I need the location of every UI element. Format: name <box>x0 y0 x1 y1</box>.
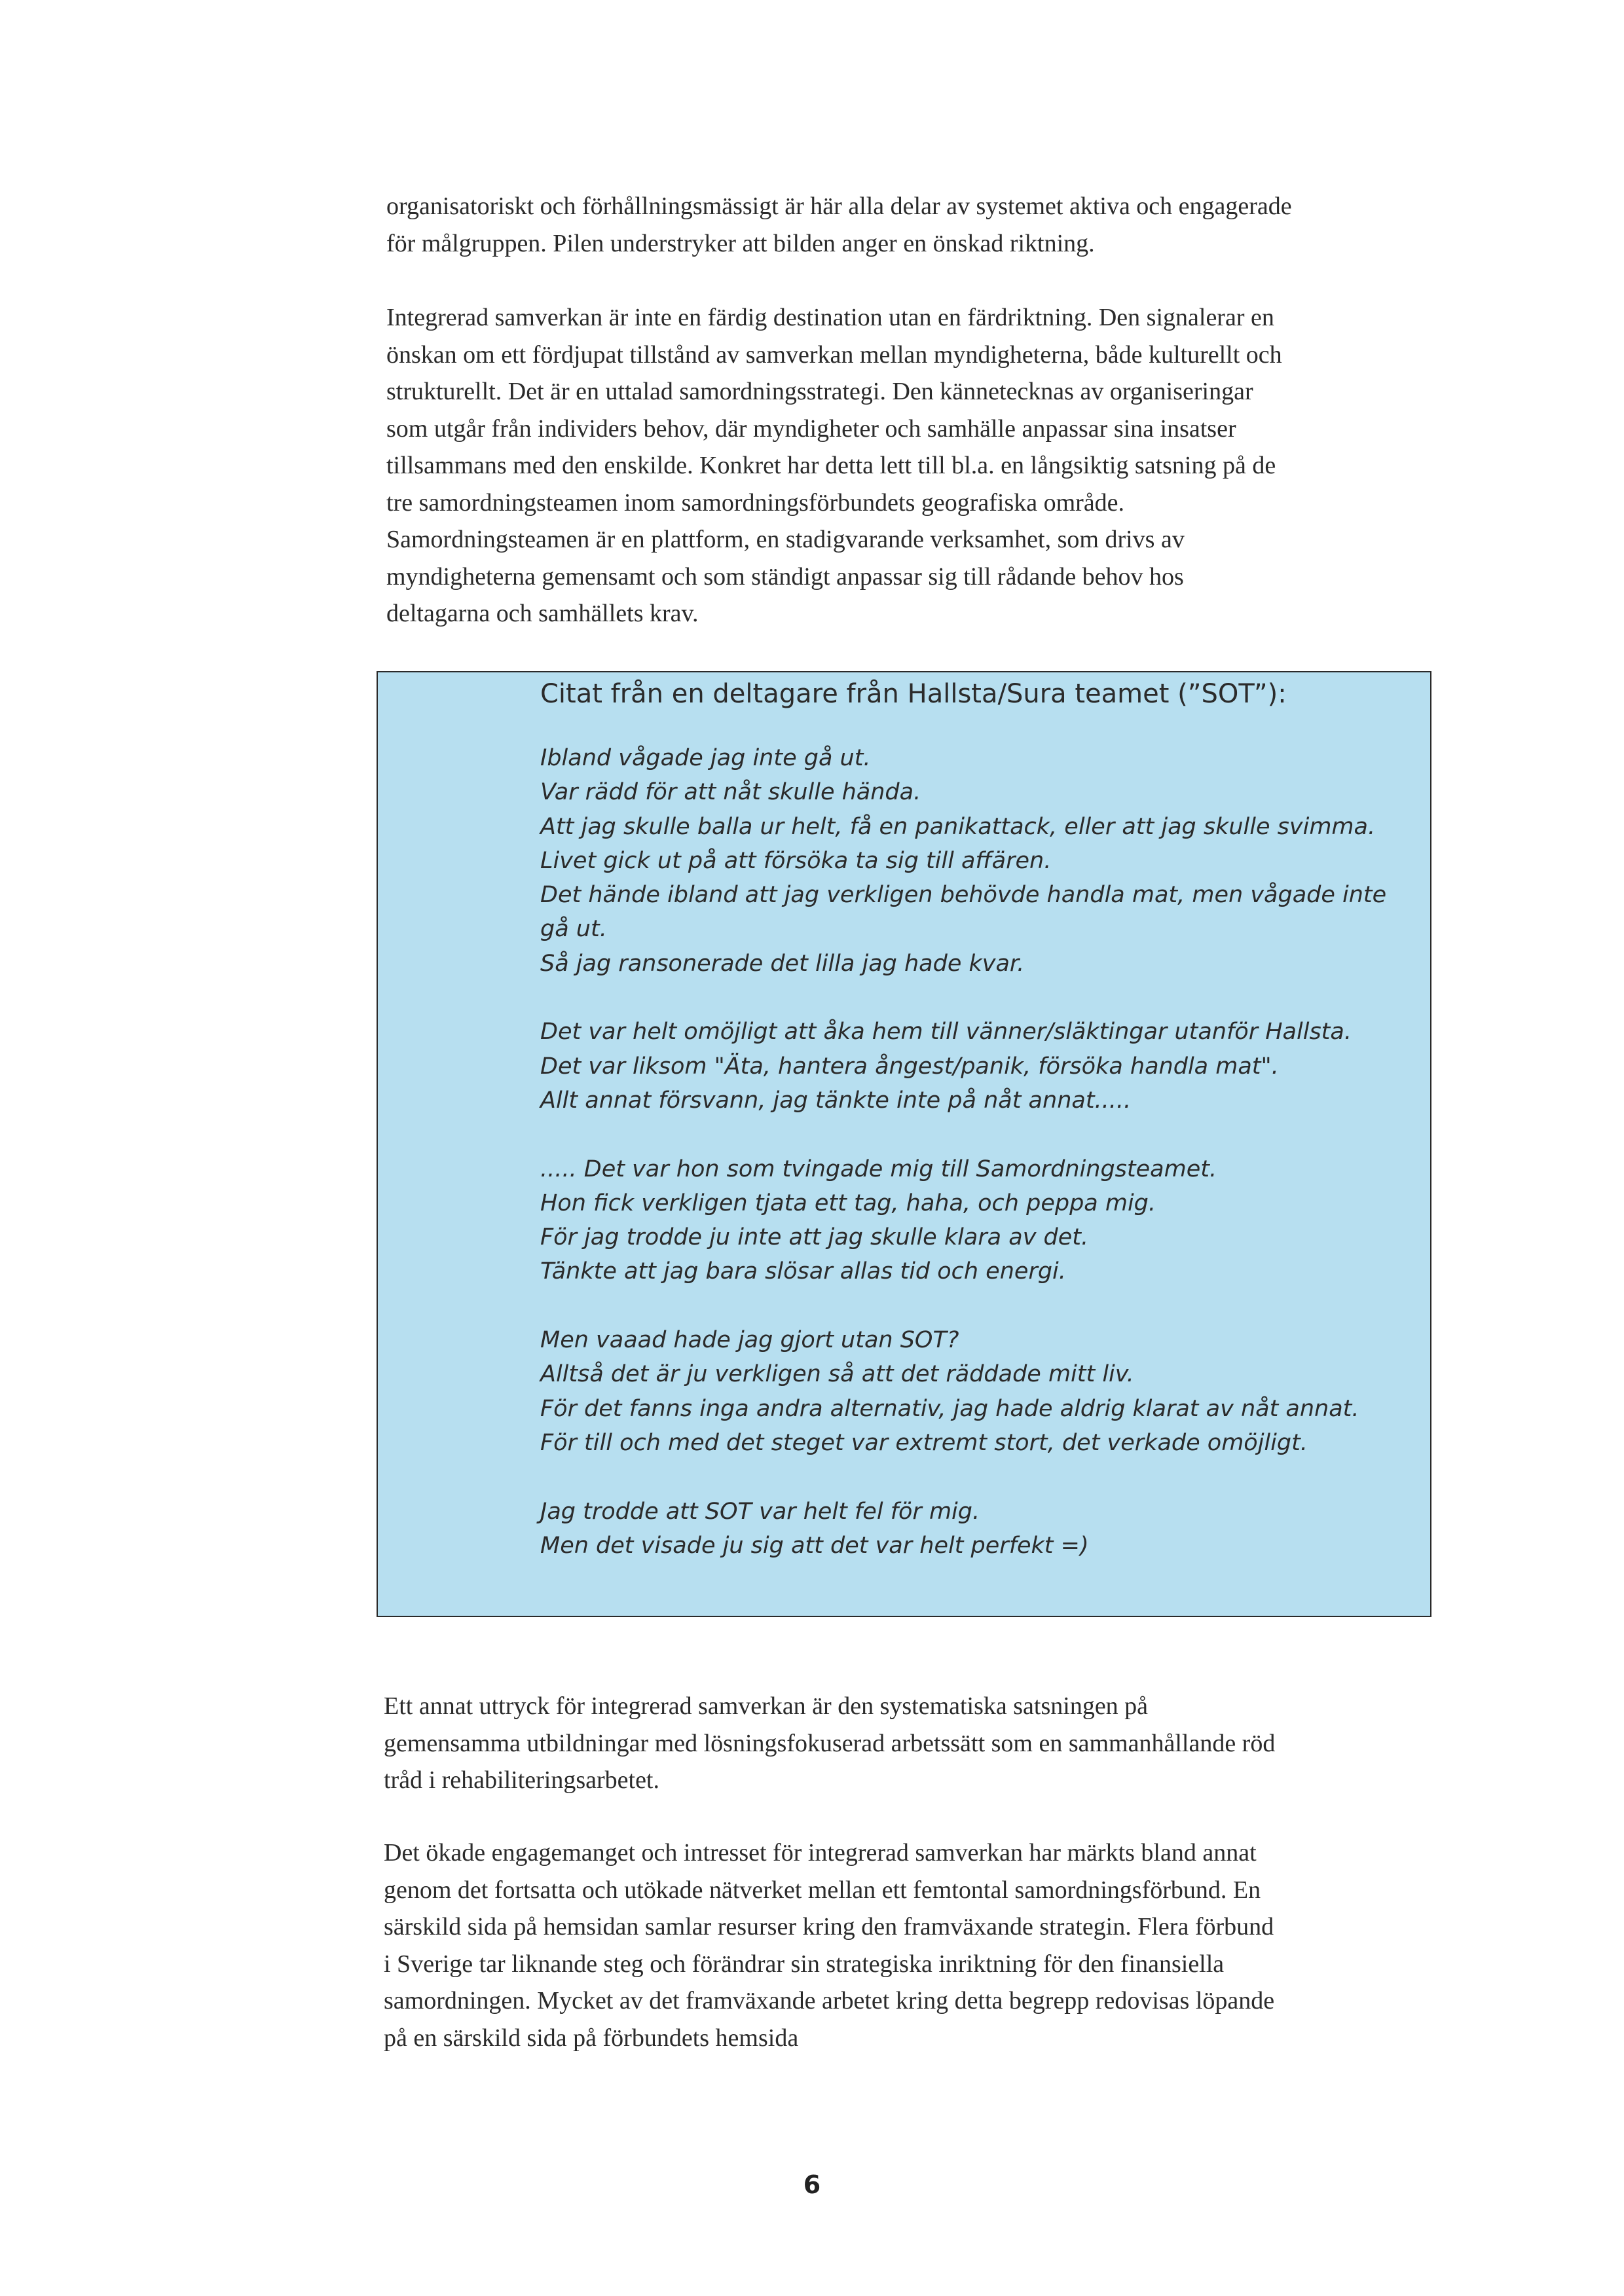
quote-line: Det var liksom "Äta, hantera ångest/panik, försöka handla mat". <box>540 1053 1279 1080</box>
quote-line: Så jag ransonerade det lilla jag hade kvar. <box>540 950 1025 977</box>
text-line: som utgår från individers behov, där myndigheter och samhälle anpassar sina insatser <box>386 414 1236 443</box>
quote-line: Alltså det är ju verkligen så att det räddade mitt liv. <box>540 1361 1134 1388</box>
quote-line: Ibland vågade jag inte gå ut. <box>540 745 871 771</box>
text-line: önskan om ett fördjupat tillstånd av samverkan mellan myndigheterna, både kulturellt och <box>386 340 1282 369</box>
quote-line: Men vaaad hade jag gjort utan SOT? <box>540 1327 959 1354</box>
quote-line: För till och med det steget var extremt stort, det verkade omöjligt. <box>540 1429 1308 1456</box>
text-line: organisatoriskt och förhållningsmässigt är här alla delar av systemet aktiva och engagerade <box>386 192 1292 220</box>
quote-line: ..... Det var hon som tvingade mig till Samordningsteamet. <box>540 1156 1217 1182</box>
text-line: tre samordningsteamen inom samordningsförbundets geografiska område. <box>386 488 1125 517</box>
quote-line: Det var helt omöjligt att åka hem till vänner/släktingar utanför Hallsta. <box>540 1019 1352 1046</box>
text-line: deltagarna och samhällets krav. <box>386 600 699 627</box>
text-line: Det ökade engagemanget och intresset för integrerad samverkan har märkts bland annat <box>384 1839 1257 1867</box>
quote-line: Var rädd för att nåt skulle hända. <box>540 779 921 806</box>
text-line: genom det fortsatta och utökade nätverket mellan ett femtontal samordningsförbund. En <box>384 1876 1261 1904</box>
text-line: i Sverige tar liknande steg och förändrar sin strategiska inriktning för den finansiella <box>384 1950 1225 1978</box>
quote-line: För det fanns inga andra alternativ, jag hade aldrig klarat av nåt annat. <box>540 1395 1359 1422</box>
text-line: strukturellt. Det är en uttalad samordningsstrategi. Den kännetecknas av organiseringar <box>386 378 1253 405</box>
paragraph-intro <box>386 188 1441 262</box>
text-line: Ett annat uttryck för integrerad samverkan är den systematiska satsningen på <box>384 1692 1149 1720</box>
quote-spacer <box>540 981 1386 1015</box>
paragraph-integrated-collaboration <box>386 299 1441 632</box>
quote-box <box>377 671 1431 1617</box>
text-line: gemensamma utbildningar med lösningsfokuserad arbetssätt som en sammanhållande röd <box>384 1729 1276 1757</box>
quote-line: Det hände ibland att jag verkligen behövde handla mat, men vågade inte <box>540 882 1387 909</box>
text-line: tillsammans med den enskilde. Konkret har detta lett till bl.a. en långsiktig satsning på de <box>386 452 1276 479</box>
quote-line: Men det visade ju sig att det var helt perfekt =) <box>540 1532 1089 1559</box>
text-line: Integrerad samverkan är inte en färdig destination utan en färdriktning. Den signalerar en <box>386 304 1274 331</box>
quote-line: För jag trodde ju inte att jag skulle klara av det. <box>540 1224 1089 1251</box>
quote-line: Tänkte att jag bara slösar allas tid och energi. <box>540 1258 1066 1285</box>
quote-line: gå ut. <box>540 916 607 943</box>
text-line: särskild sida på hemsidan samlar resurser kring den framväxande strategin. Flera förbund <box>384 1913 1274 1941</box>
text-line: tråd i rehabiliteringsarbetet. <box>384 1766 659 1794</box>
paragraph-education <box>384 1688 1438 1799</box>
text-line: på en särskild sida på förbundets hemsida <box>384 2024 799 2052</box>
quote-line: Att jag skulle balla ur helt, få en panikattack, eller att jag skulle svimma. <box>540 813 1376 840</box>
quote-spacer <box>540 1289 1386 1323</box>
page-number: 6 <box>803 2170 821 2199</box>
text-line: för målgruppen. Pilen understryker att bilden anger en önskad riktning. <box>386 229 1095 257</box>
quote-lines <box>540 741 1386 1563</box>
text-line: samordningen. Mycket av det framväxande arbetet kring detta begrepp redovisas löpande <box>384 1987 1275 2014</box>
paragraph-network <box>384 1834 1438 2056</box>
quote-line: Hon fick verkligen tjata ett tag, haha, och peppa mig. <box>540 1190 1156 1216</box>
text-line: Samordningsteamen är en plattform, en stadigvarande verksamhet, som drivs av <box>386 526 1185 553</box>
quote-line: Allt annat försvann, jag tänkte inte på nåt annat..... <box>540 1087 1132 1114</box>
text-line: myndigheterna gemensamt och som ständigt anpassar sig till rådande behov hos <box>386 562 1184 591</box>
quote-title: Citat från en deltagare från Hallsta/Sura teamet (”SOT”): <box>540 679 1287 709</box>
quote-spacer <box>540 1118 1386 1152</box>
quote-line: Jag trodde att SOT var helt fel för mig. <box>540 1498 980 1525</box>
quote-line: Livet gick ut på att försöka ta sig till affären. <box>540 847 1052 874</box>
quote-spacer <box>540 1460 1386 1494</box>
